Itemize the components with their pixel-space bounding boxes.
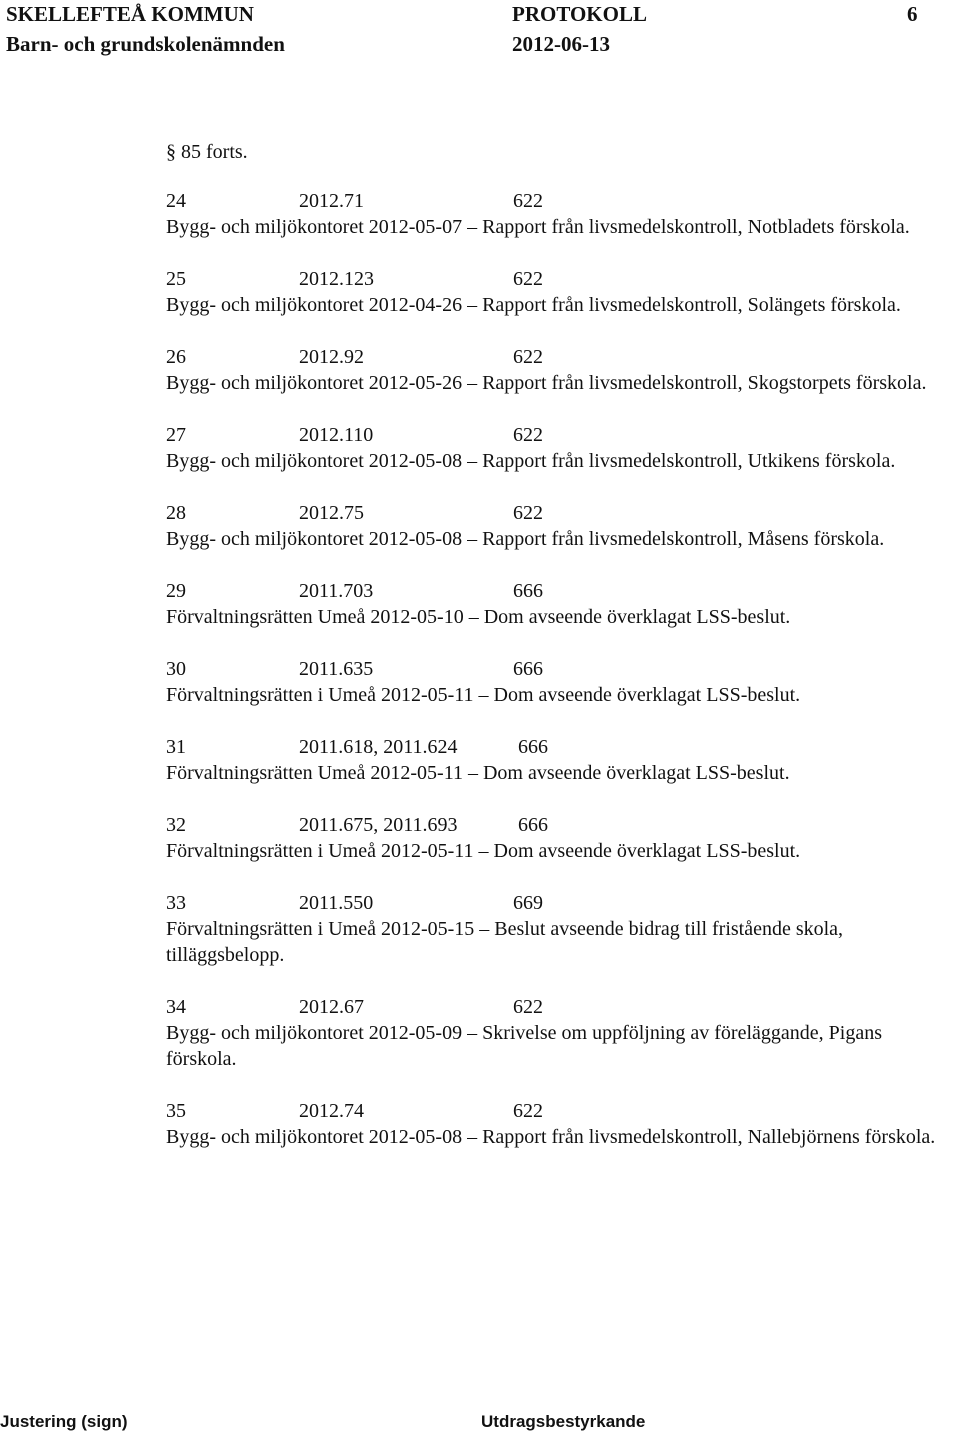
entry-number: 32: [166, 814, 186, 836]
entry-description: Bygg- och miljökontoret 2012-05-08 – Rapport från livsmedelskontroll, Utkikens förskola.: [166, 450, 896, 472]
entry-code: 669: [513, 892, 543, 914]
entry-description: Bygg- och miljökontoret 2012-05-07 – Rapport från livsmedelskontroll, Notbladets förskola.: [166, 216, 910, 238]
entry-diary-number: 2011.635: [299, 658, 374, 680]
list-item: [166, 656, 956, 708]
meeting-date: 2012-06-13: [512, 32, 610, 56]
entry-code: 622: [513, 996, 543, 1018]
entry-code: 622: [513, 1100, 543, 1122]
list-item: [166, 344, 956, 396]
document-type: PROTOKOLL: [512, 2, 647, 26]
entry-header: [166, 812, 956, 838]
list-item: [166, 994, 956, 1072]
justering-signature-label: Justering (sign): [0, 1412, 128, 1431]
utdragsbestyrkande-label: Utdragsbestyrkande: [481, 1412, 646, 1431]
entry-number: 25: [166, 268, 186, 290]
entry-code: 622: [513, 346, 543, 368]
entry-header: [166, 500, 956, 526]
entry-description: Bygg- och miljökontoret 2012-05-08 – Rapport från livsmedelskontroll, Måsens förskola.: [166, 528, 885, 550]
list-item: [166, 500, 956, 552]
list-item: [166, 812, 956, 864]
entry-header: [166, 344, 956, 370]
committee-name: Barn- och grundskolenämnden: [6, 32, 285, 56]
entry-code: 666: [518, 736, 548, 758]
entry-number: 24: [166, 190, 186, 212]
entry-description: Förvaltningsrätten i Umeå 2012-05-11 – Dom avseende överklagat LSS-beslut.: [166, 840, 801, 862]
list-item: [166, 1098, 956, 1150]
entry-diary-number: 2011.618, 2011.624: [299, 736, 458, 758]
list-item: [166, 422, 956, 474]
entry-number: 34: [166, 996, 186, 1018]
entry-diary-number: 2012.74: [299, 1100, 364, 1122]
entry-description: Bygg- och miljökontoret 2012-05-09 – Skrivelse om uppföljning av föreläggande, Pigans förskola.: [166, 1022, 882, 1070]
entry-diary-number: 2011.675, 2011.693: [299, 814, 458, 836]
entry-code: 622: [513, 190, 543, 212]
entry-code: 622: [513, 268, 543, 290]
entry-number: 35: [166, 1100, 186, 1122]
entry-diary-number: 2012.110: [299, 424, 374, 446]
list-item: [166, 734, 956, 786]
entry-number: 30: [166, 658, 186, 680]
entry-description: Förvaltningsrätten Umeå 2012-05-11 – Dom avseende överklagat LSS-beslut.: [166, 762, 790, 784]
entry-diary-number: 2012.67: [299, 996, 364, 1018]
municipality-name: SKELLEFTEÅ KOMMUN: [6, 2, 254, 26]
list-item: [166, 188, 956, 240]
entry-code: 666: [518, 814, 548, 836]
entry-header: [166, 656, 956, 682]
entry-header: [166, 994, 956, 1020]
entry-code: 622: [513, 502, 543, 524]
entry-number: 33: [166, 892, 186, 914]
entry-code: 622: [513, 424, 543, 446]
entry-list: [166, 188, 956, 1176]
entry-header: [166, 422, 956, 448]
entry-header: [166, 890, 956, 916]
entry-description: Bygg- och miljökontoret 2012-05-08 – Rapport från livsmedelskontroll, Nallebjörnens förskola.: [166, 1126, 936, 1148]
entry-diary-number: 2012.92: [299, 346, 364, 368]
entry-number: 28: [166, 502, 186, 524]
entry-diary-number: 2011.550: [299, 892, 374, 914]
entry-description: Bygg- och miljökontoret 2012-04-26 – Rapport från livsmedelskontroll, Solängets förskola.: [166, 294, 901, 316]
entry-header: [166, 734, 956, 760]
entry-diary-number: 2012.75: [299, 502, 364, 524]
entry-diary-number: 2012.71: [299, 190, 364, 212]
entry-diary-number: 2011.703: [299, 580, 374, 602]
entry-header: [166, 1098, 956, 1124]
list-item: [166, 266, 956, 318]
entry-header: [166, 266, 956, 292]
list-item: [166, 578, 956, 630]
entry-description: Bygg- och miljökontoret 2012-05-26 – Rapport från livsmedelskontroll, Skogstorpets förskola.: [166, 372, 927, 394]
entry-number: 31: [166, 736, 186, 758]
entry-description: Förvaltningsrätten i Umeå 2012-05-11 – Dom avseende överklagat LSS-beslut.: [166, 684, 801, 706]
section-reference: § 85 forts.: [166, 141, 248, 163]
entry-description: Förvaltningsrätten i Umeå 2012-05-15 – Beslut avseende bidrag till fristående skola, tilläggsbelopp.: [166, 918, 844, 966]
entry-header: [166, 578, 956, 604]
entry-diary-number: 2012.123: [299, 268, 374, 290]
entry-header: [166, 188, 956, 214]
entry-number: 27: [166, 424, 186, 446]
list-item: [166, 890, 956, 968]
entry-code: 666: [513, 658, 543, 680]
entry-description: Förvaltningsrätten Umeå 2012-05-10 – Dom avseende överklagat LSS-beslut.: [166, 606, 791, 628]
entry-code: 666: [513, 580, 543, 602]
entry-number: 29: [166, 580, 186, 602]
entry-number: 26: [166, 346, 186, 368]
page-number: 6: [907, 2, 918, 26]
